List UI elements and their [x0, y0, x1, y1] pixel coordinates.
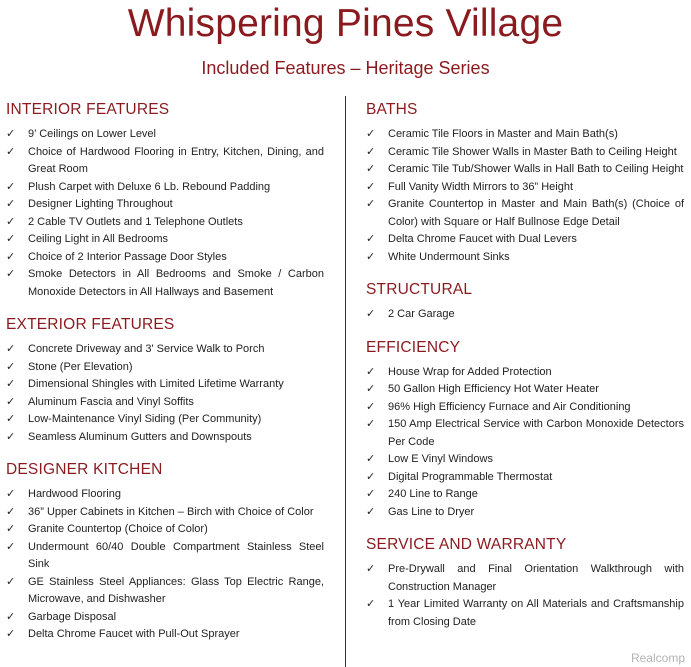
- feature-item: [366, 231, 684, 249]
- section-heading: EFFICIENCY: [366, 338, 461, 356]
- feature-text: GE Stainless Steel Appliances: Glass Top Electric Range, Microwave, and Dishwasher: [28, 575, 324, 605]
- feature-item: [6, 394, 324, 412]
- feature-item: [6, 214, 324, 232]
- feature-item: [366, 469, 684, 487]
- checkmark-icon: ✓: [366, 145, 376, 158]
- feature-item: [6, 126, 324, 144]
- feature-item: [6, 359, 324, 377]
- feature-item: [6, 249, 324, 267]
- feature-text: 50 Gallon High Efficiency Hot Water Heater: [388, 383, 599, 395]
- feature-text: Ceramic Tile Floors in Master and Main Bath(s): [388, 128, 618, 140]
- feature-item: [366, 364, 684, 382]
- section-heading: DESIGNER KITCHEN: [6, 461, 163, 478]
- page-subtitle: Included Features – Heritage Series: [201, 58, 490, 78]
- feature-item: [6, 266, 324, 301]
- checkmark-icon: ✓: [6, 413, 16, 425]
- feature-text: Ceramic Tile Shower Walls in Master Bath to Ceiling Height: [388, 145, 677, 158]
- feature-text: Granite Countertop in Master and Main Bath(s) (Choice of Color) with Square or Half Bullnose Edge Detail: [388, 198, 684, 228]
- section-efficiency: [366, 338, 684, 522]
- feature-text: Designer Lighting Throughout: [28, 198, 173, 210]
- checkmark-icon: ✓: [6, 198, 16, 210]
- feature-text: Choice of Hardwood Flooring in Entry, Kitchen, Dining, and Great Room: [28, 145, 324, 175]
- checkmark-icon: ✓: [6, 268, 16, 280]
- feature-item: [366, 399, 684, 417]
- feature-text: Delta Chrome Faucet with Pull-Out Sprayer: [28, 628, 240, 640]
- checkmark-icon: ✓: [6, 628, 16, 640]
- checkmark-icon: ✓: [366, 383, 376, 395]
- section-heading: STRUCTURAL: [366, 281, 473, 298]
- feature-item: [6, 411, 324, 429]
- feature-list: [366, 306, 684, 324]
- feature-text: Delta Chrome Faucet with Dual Levers: [388, 233, 577, 245]
- section-exterior-features: [6, 315, 324, 446]
- feature-item: [6, 539, 324, 574]
- feature-item: [6, 429, 324, 447]
- feature-item: [366, 306, 684, 324]
- checkmark-icon: ✓: [366, 470, 376, 483]
- feature-item: [366, 249, 684, 267]
- page-title: Whispering Pines Village: [127, 2, 564, 45]
- feature-text: Plush Carpet with Deluxe 6 Lb. Rebound Padding: [28, 180, 271, 193]
- checkmark-icon: ✓: [366, 453, 376, 465]
- checkmark-icon: ✓: [6, 180, 16, 193]
- left-column: [6, 100, 324, 658]
- checkmark-icon: ✓: [6, 250, 16, 263]
- section-service-and-warranty: [366, 535, 684, 631]
- feature-list: [366, 561, 684, 631]
- checkmark-icon: ✓: [6, 128, 16, 140]
- feature-list: [6, 341, 324, 446]
- feature-text: Seamless Aluminum Gutters and Downspouts: [28, 430, 252, 443]
- checkmark-icon: ✓: [6, 523, 16, 535]
- section-interior-features: [6, 100, 324, 301]
- checkmark-icon: ✓: [366, 198, 376, 210]
- checkmark-icon: ✓: [6, 233, 16, 245]
- checkmark-icon: ✓: [6, 575, 16, 588]
- feature-text: 36” Upper Cabinets in Kitchen – Birch with Choice of Color: [28, 505, 314, 518]
- section-heading: EXTERIOR FEATURES: [6, 316, 175, 333]
- feature-item: [6, 179, 324, 197]
- feature-text: Concrete Driveway and 3' Service Walk to Porch: [28, 343, 265, 355]
- checkmark-icon: ✓: [366, 563, 376, 575]
- feature-text: Hardwood Flooring: [28, 488, 121, 500]
- feature-item: [366, 451, 684, 469]
- feature-text: Choice of 2 Interior Passage Door Styles: [28, 250, 227, 263]
- section-baths: [366, 100, 684, 266]
- feature-item: [366, 179, 684, 197]
- feature-item: [6, 376, 324, 394]
- column-divider: [345, 96, 346, 667]
- feature-text: Ceramic Tile Tub/Shower Walls in Hall Bath to Ceiling Height: [388, 163, 684, 175]
- feature-text: 2 Car Garage: [388, 308, 455, 320]
- checkmark-icon: ✓: [6, 360, 16, 373]
- checkmark-icon: ✓: [366, 365, 376, 378]
- feature-text: Ceiling Light in All Bedrooms: [28, 233, 169, 245]
- checkmark-icon: ✓: [6, 378, 16, 390]
- feature-text: Stone (Per Elevation): [28, 360, 133, 373]
- checkmark-icon: ✓: [6, 145, 16, 158]
- feature-item: [366, 561, 684, 596]
- feature-item: [6, 231, 324, 249]
- checkmark-icon: ✓: [6, 488, 16, 500]
- feature-text: 1 Year Limited Warranty on All Materials and Craftsmanship from Closing Date: [388, 598, 684, 628]
- checkmark-icon: ✓: [366, 308, 376, 320]
- right-column: [366, 100, 684, 645]
- feature-text: 240 Line to Range: [388, 488, 478, 500]
- feature-text: 150 Amp Electrical Service with Carbon Monoxide Detectors Per Code: [388, 418, 684, 448]
- feature-text: Garbage Disposal: [28, 610, 117, 623]
- checkmark-icon: ✓: [6, 343, 16, 355]
- feature-item: [6, 486, 324, 504]
- section-designer-kitchen: [6, 460, 324, 644]
- section-heading: INTERIOR FEATURES: [6, 101, 170, 118]
- feature-item: [366, 161, 684, 179]
- checkmark-icon: ✓: [366, 233, 376, 245]
- checkmark-icon: ✓: [6, 215, 16, 228]
- feature-item: [6, 341, 324, 359]
- feature-text: Smoke Detectors in All Bedrooms and Smoke / Carbon Monoxide Detectors in All Hallways and Basement: [28, 268, 324, 298]
- feature-text: 9’ Ceilings on Lower Level: [28, 128, 156, 140]
- feature-item: [366, 486, 684, 504]
- checkmark-icon: ✓: [6, 395, 16, 408]
- feature-item: [366, 596, 684, 631]
- feature-text: Gas Line to Dryer: [388, 505, 475, 518]
- checkmark-icon: ✓: [6, 505, 16, 518]
- feature-item: [366, 144, 684, 162]
- checkmark-icon: ✓: [366, 598, 376, 610]
- feature-text: Full Vanity Width Mirrors to 36” Height: [388, 180, 574, 193]
- feature-text: Pre-Drywall and Final Orientation Walkthrough with Construction Manager: [388, 563, 684, 593]
- feature-text: Aluminum Fascia and Vinyl Soffits: [28, 395, 194, 408]
- checkmark-icon: ✓: [366, 505, 376, 518]
- checkmark-icon: ✓: [366, 488, 376, 500]
- feature-list: [366, 364, 684, 522]
- feature-text: Granite Countertop (Choice of Color): [28, 523, 208, 535]
- feature-item: [366, 196, 684, 231]
- checkmark-icon: ✓: [6, 430, 16, 443]
- section-heading: BATHS: [366, 101, 418, 118]
- feature-item: [6, 626, 324, 644]
- feature-text: Dimensional Shingles with Limited Lifetime Warranty: [28, 378, 284, 390]
- section-heading: SERVICE AND WARRANTY: [366, 536, 567, 553]
- checkmark-icon: ✓: [366, 128, 376, 140]
- feature-list: [6, 126, 324, 301]
- feature-item: [6, 196, 324, 214]
- feature-text: White Undermount Sinks: [388, 250, 510, 263]
- watermark: Realcomp: [630, 651, 685, 665]
- checkmark-icon: ✓: [366, 418, 376, 430]
- feature-text: 96% High Efficiency Furnace and Air Conditioning: [388, 400, 631, 413]
- feature-text: Low-Maintenance Vinyl Siding (Per Community): [28, 413, 262, 425]
- feature-item: [6, 609, 324, 627]
- checkmark-icon: ✓: [6, 540, 16, 553]
- feature-text: Undermount 60/40 Double Compartment Stainless Steel Sink: [28, 540, 324, 570]
- feature-item: [6, 144, 324, 179]
- feature-text: Low E Vinyl Windows: [388, 453, 493, 465]
- feature-item: [366, 381, 684, 399]
- feature-list: [6, 486, 324, 644]
- feature-text: Digital Programmable Thermostat: [388, 470, 553, 483]
- feature-item: [6, 574, 324, 609]
- feature-item: [366, 504, 684, 522]
- checkmark-icon: ✓: [366, 400, 376, 413]
- checkmark-icon: ✓: [6, 610, 16, 623]
- feature-item: [6, 504, 324, 522]
- feature-text: 2 Cable TV Outlets and 1 Telephone Outlets: [28, 215, 243, 228]
- feature-list: [366, 126, 684, 266]
- feature-item: [366, 416, 684, 451]
- feature-item: [366, 126, 684, 144]
- checkmark-icon: ✓: [366, 180, 376, 193]
- section-structural: [366, 280, 684, 324]
- feature-text: House Wrap for Added Protection: [388, 365, 552, 378]
- checkmark-icon: ✓: [366, 163, 376, 175]
- checkmark-icon: ✓: [366, 250, 376, 263]
- feature-item: [6, 521, 324, 539]
